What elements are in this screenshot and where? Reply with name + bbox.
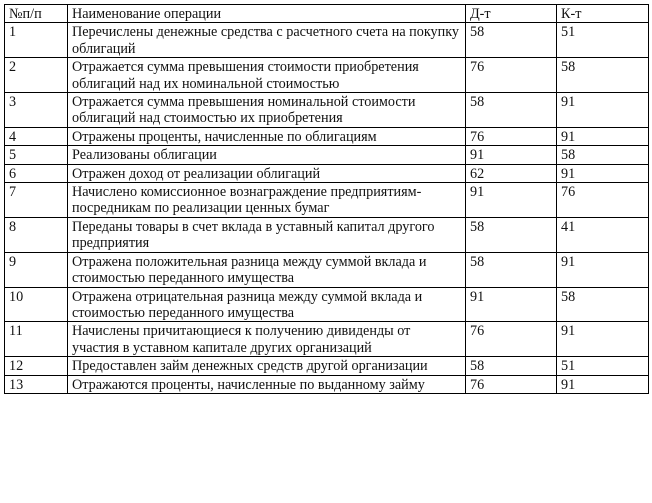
credit-account: 91 bbox=[557, 127, 649, 145]
table-body bbox=[5, 23, 649, 394]
table-header-row bbox=[5, 5, 649, 23]
header-number: №п/п bbox=[5, 5, 68, 23]
table-row bbox=[5, 322, 649, 357]
credit-account: 91 bbox=[557, 375, 649, 393]
debit-account: 76 bbox=[466, 58, 557, 93]
operation-name: Отражены проценты, начисленные по облигациям bbox=[68, 127, 466, 145]
row-number: 5 bbox=[5, 146, 68, 164]
operation-name: Отражается сумма превышения стоимости приобретения облигаций над их номинальной стоимостью bbox=[68, 58, 466, 93]
table-row bbox=[5, 217, 649, 252]
debit-account: 91 bbox=[466, 146, 557, 164]
row-number: 12 bbox=[5, 357, 68, 375]
table-row bbox=[5, 127, 649, 145]
credit-account: 91 bbox=[557, 164, 649, 182]
credit-account: 91 bbox=[557, 93, 649, 128]
operation-name: Предоставлен займ денежных средств другой организации bbox=[68, 357, 466, 375]
debit-account: 76 bbox=[466, 127, 557, 145]
debit-account: 58 bbox=[466, 217, 557, 252]
row-number: 10 bbox=[5, 287, 68, 322]
row-number: 11 bbox=[5, 322, 68, 357]
table-row bbox=[5, 93, 649, 128]
credit-account: 58 bbox=[557, 58, 649, 93]
debit-account: 58 bbox=[466, 23, 557, 58]
credit-account: 51 bbox=[557, 357, 649, 375]
credit-account: 91 bbox=[557, 322, 649, 357]
table-row bbox=[5, 183, 649, 218]
table-row bbox=[5, 58, 649, 93]
operation-name: Отражен доход от реализации облигаций bbox=[68, 164, 466, 182]
operation-name: Перечислены денежные средства с расчетного счета на покупку облигаций bbox=[68, 23, 466, 58]
credit-account: 58 bbox=[557, 287, 649, 322]
operation-name: Начислено комиссионное вознаграждение предприятиям-посредникам по реализации ценных бумаг bbox=[68, 183, 466, 218]
operation-name: Отражаются проценты, начисленные по выданному займу bbox=[68, 375, 466, 393]
table-row bbox=[5, 146, 649, 164]
debit-account: 58 bbox=[466, 252, 557, 287]
debit-account: 58 bbox=[466, 93, 557, 128]
row-number: 13 bbox=[5, 375, 68, 393]
debit-account: 91 bbox=[466, 287, 557, 322]
operation-name: Начислены причитающиеся к получению дивиденды от участия в уставном капитале других организаций bbox=[68, 322, 466, 357]
debit-account: 58 bbox=[466, 357, 557, 375]
credit-account: 76 bbox=[557, 183, 649, 218]
debit-account: 76 bbox=[466, 322, 557, 357]
row-number: 1 bbox=[5, 23, 68, 58]
operation-name: Отражается сумма превышения номинальной стоимости облигаций над стоимостью их приобретения bbox=[68, 93, 466, 128]
operations-table bbox=[4, 4, 649, 394]
header-credit: К-т bbox=[557, 5, 649, 23]
operation-name: Отражена отрицательная разница между суммой вклада и стоимостью переданного имущества bbox=[68, 287, 466, 322]
operation-name: Отражена положительная разница между суммой вклада и стоимостью переданного имущества bbox=[68, 252, 466, 287]
table-row bbox=[5, 23, 649, 58]
credit-account: 91 bbox=[557, 252, 649, 287]
row-number: 3 bbox=[5, 93, 68, 128]
table-row bbox=[5, 375, 649, 393]
row-number: 8 bbox=[5, 217, 68, 252]
operation-name: Реализованы облигации bbox=[68, 146, 466, 164]
table-row bbox=[5, 357, 649, 375]
credit-account: 51 bbox=[557, 23, 649, 58]
debit-account: 76 bbox=[466, 375, 557, 393]
row-number: 9 bbox=[5, 252, 68, 287]
row-number: 4 bbox=[5, 127, 68, 145]
operation-name: Переданы товары в счет вклада в уставный капитал другого предприятия bbox=[68, 217, 466, 252]
table-row bbox=[5, 287, 649, 322]
row-number: 7 bbox=[5, 183, 68, 218]
debit-account: 91 bbox=[466, 183, 557, 218]
table-row bbox=[5, 252, 649, 287]
credit-account: 41 bbox=[557, 217, 649, 252]
debit-account: 62 bbox=[466, 164, 557, 182]
table-row bbox=[5, 164, 649, 182]
credit-account: 58 bbox=[557, 146, 649, 164]
row-number: 6 bbox=[5, 164, 68, 182]
row-number: 2 bbox=[5, 58, 68, 93]
header-debit: Д-т bbox=[466, 5, 557, 23]
header-operation-name: Наименование операции bbox=[68, 5, 466, 23]
